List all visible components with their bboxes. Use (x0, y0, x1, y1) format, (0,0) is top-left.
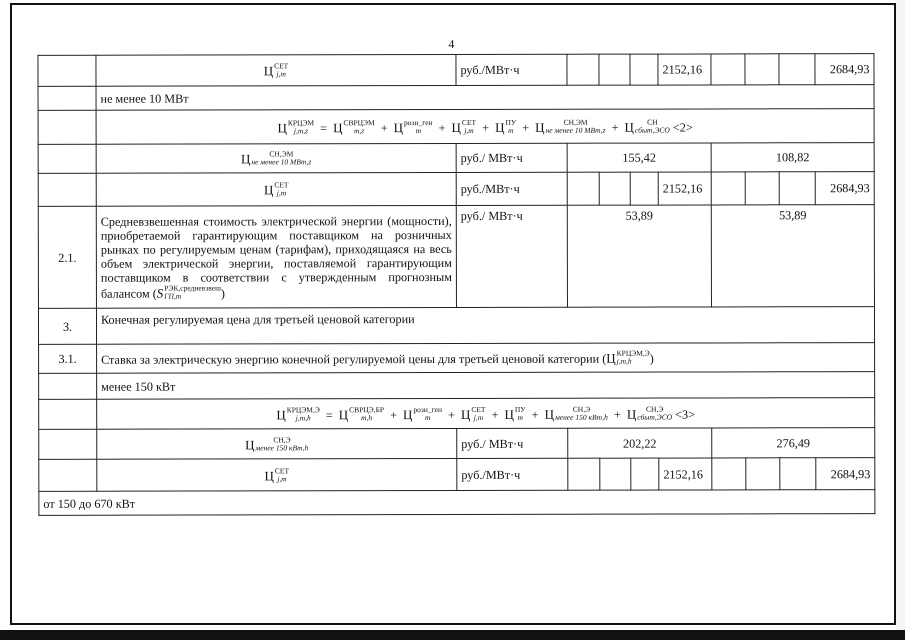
value-cell: 2152,16 (658, 54, 711, 85)
empty-cell (746, 458, 780, 490)
section-title: Ставка за электрическую энергию конечной регулируемой цены для третьей ценовой категории ( Ц КРЦЭМ,Э j,m,h ) (97, 343, 875, 374)
symbol-cell: Ц СЕТ j,m (96, 172, 456, 206)
table-row (38, 307, 874, 345)
table-row (39, 428, 875, 460)
section-label: менее 150 кВт (97, 372, 875, 400)
section-label: от 150 до 670 кВт (39, 490, 875, 516)
value-cell: 2684,93 (816, 458, 875, 490)
empty-cell (599, 54, 630, 85)
row-number-cell (38, 144, 96, 173)
empty-cell (630, 54, 658, 85)
unit-cell: руб./МВт·ч (457, 458, 568, 490)
description-text: Средневзвешенная стоимость электрической энергии (мощности), приобретаемой гарантирующим поставщиком на розничных рынках по регулируемым ценам (тарифам), приходящаяся на весь объем электрической энергии, поставляемой гарантирующим поставщиком в соответствии с утвержденным прогнозным балансом ( (100, 213, 452, 301)
math-symbol: Ц СЕТ j,m (263, 61, 289, 79)
empty-cell (600, 458, 631, 490)
value-cell: 2684,93 (815, 54, 874, 85)
empty-cell (745, 172, 779, 205)
table-row (39, 398, 875, 430)
row-number-cell (38, 86, 96, 110)
table-row (38, 54, 874, 87)
row-number-cell (39, 399, 97, 429)
empty-cell (567, 54, 599, 85)
row-number-cell: 3.1. (39, 344, 97, 373)
value-cell: 53,89 (567, 205, 711, 307)
row-number-cell (38, 173, 96, 206)
empty-cell (631, 458, 659, 490)
value-cell: 108,82 (711, 143, 874, 172)
math-symbol: S РЭК,средневзвеш ГП,m (156, 282, 221, 301)
empty-cell (711, 54, 745, 85)
empty-cell (599, 172, 630, 205)
empty-cell (779, 54, 815, 85)
table-row (38, 143, 874, 174)
value-cell: 2684,93 (815, 172, 874, 205)
table-row (39, 372, 875, 400)
row-number-cell (38, 55, 96, 86)
symbol-cell (96, 54, 456, 86)
table-row (39, 490, 875, 516)
empty-cell (630, 172, 658, 205)
table-row (39, 458, 875, 492)
page-number: 4 (448, 36, 455, 52)
unit-cell: руб./ МВт·ч (456, 143, 567, 172)
empty-cell (780, 458, 816, 490)
row-number-cell (39, 429, 97, 459)
table-row (39, 343, 875, 374)
value-cell: 202,22 (568, 428, 712, 458)
math-symbol: Ц КРЦЭМ,Э j,m,h (606, 348, 650, 366)
value-cell: 2152,16 (659, 458, 712, 490)
tariff-table (37, 53, 875, 516)
table-row (38, 172, 874, 207)
row-number-cell: 3. (38, 308, 96, 344)
unit-cell: руб./МВт·ч (456, 172, 567, 205)
empty-cell (711, 172, 745, 205)
symbol-cell: Ц СН,Э менее 150 кВт,h (97, 428, 457, 459)
row-number-cell (39, 373, 97, 399)
table-row (38, 205, 874, 309)
formula-cell (96, 109, 874, 145)
description-cell: Средневзвешенная стоимость электрической энергии (мощности), приобретаемой гарантирующим поставщиком на розничных рынках по регулируемым ценам (тарифам), приходящаяся на весь объем электрической энергии, поставляемой гарантирующим поставщиком в соответствии с утвержденным прогнозным балансом ( S РЭК,средневзвеш ГП,m ) (96, 205, 456, 308)
empty-cell (712, 458, 746, 490)
value-cell: 2152,16 (658, 172, 711, 205)
unit-cell: руб./МВт·ч (456, 54, 567, 85)
formula: Ц КРЦЭМ j,m,z = Ц СВРЦЭМ m,z + Ц розн_ген m + Ц СЕТ j,m + Ц ПУ m + Ц СН,ЭМ не менее 10 МВт,z + Ц СН сбыт,ЭСО <2> (277, 117, 693, 135)
empty-cell (567, 172, 599, 205)
unit-cell: руб./ МВт·ч (456, 205, 567, 307)
value-cell: 53,89 (711, 205, 874, 307)
symbol-cell: Ц СЕТ j,m (97, 458, 457, 491)
table-row (38, 85, 874, 111)
unit-cell: руб./ МВт·ч (457, 428, 568, 458)
row-number-cell (38, 110, 96, 144)
row-number-cell (39, 459, 97, 491)
value-cell: 155,42 (567, 143, 711, 172)
formula-cell (97, 398, 875, 430)
row-number-cell: 2.1. (38, 206, 96, 308)
symbol-cell: Ц СН,ЭМ не менее 10 МВт,z (96, 143, 456, 173)
empty-cell (568, 458, 600, 490)
formula: Ц КРЦЭМ,Э j,m,h = Ц СВРЦЭ,БР m,h + Ц розн_ген m + Ц СЕТ j,m + Ц ПУ m + Ц СН,Э менее 150 кВт,h + Ц СН,Э сбыт,ЭСО <3> (276, 404, 696, 422)
section-title: Конечная регулируемая цена для третьей ценовой категории (96, 307, 874, 345)
section-label: не менее 10 МВт (96, 85, 874, 111)
value-cell: 276,49 (712, 428, 875, 458)
table-row (38, 109, 874, 145)
empty-cell (779, 172, 815, 205)
empty-cell (745, 54, 779, 85)
